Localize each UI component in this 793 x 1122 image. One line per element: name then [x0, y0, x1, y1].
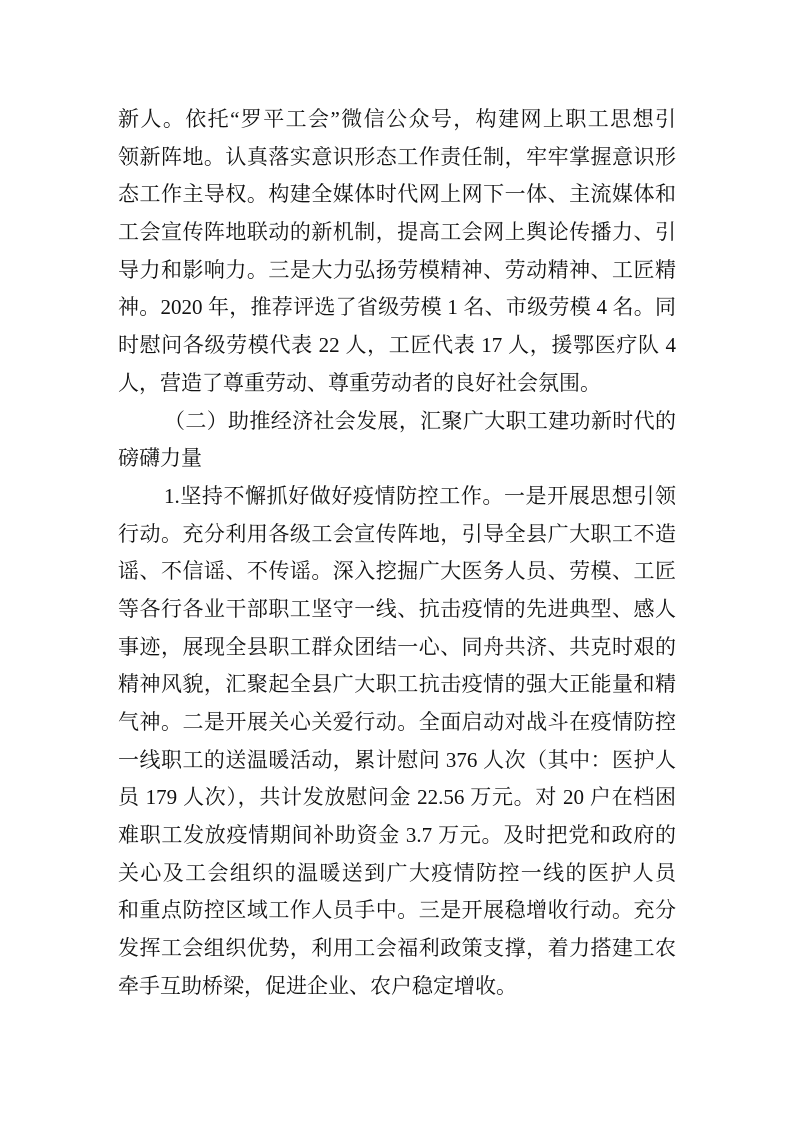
- text-line: 行动。充分利用各级工会宣传阵地，引导全县广大职工不造: [118, 521, 676, 546]
- text-line: 难职工发放疫情期间补助资金 3.7 万元。及时把党和政府的: [118, 823, 676, 848]
- text-line: 新人。依托“罗平工会”微信公众号，构建网上职工思想引: [118, 107, 676, 131]
- text-line: 牵手互助桥梁，促进企业、农户稳定增收。: [118, 973, 517, 998]
- text-line: 精神风貌，汇聚起全县广大职工抗击疫情的强大正能量和精: [118, 672, 676, 697]
- text-line: 等各行各业干部职工坚守一线、抗击疫情的先进典型、感人: [118, 596, 676, 621]
- body-paragraph: [118, 101, 676, 403]
- text-line: 态工作主导权。构建全媒体时代网上网下一体、主流媒体和: [118, 182, 676, 207]
- text-line: （二）助推经济社会发展，汇聚广大职工建功新时代的: [164, 408, 676, 433]
- text-line: 谣、不信谣、不传谣。深入挖掘广大医务人员、劳模、工匠: [118, 559, 676, 584]
- text-line: 员 179 人次），共计发放慰问金 22.56 万元。对 20 户在档困: [118, 785, 676, 810]
- text-line: 关心及工会组织的温暖送到广大疫情防控一线的医护人员: [118, 860, 676, 885]
- text-line: 事迹，展现全县职工群众团结一心、同舟共济、共克时艰的: [118, 634, 676, 659]
- body-paragraph: [118, 478, 676, 1006]
- text-line: 工会宣传阵地联动的新机制，提高工会网上舆论传播力、引: [118, 220, 676, 245]
- text-line: 人，营造了尊重劳动、尊重劳动者的良好社会氛围。: [118, 370, 601, 395]
- text-line: 时慰问各级劳模代表 22 人，工匠代表 17 人，援鄂医疗队 4: [118, 333, 676, 358]
- text-line: 磅礴力量: [118, 446, 202, 471]
- document-page: [118, 101, 676, 1006]
- text-line: 发挥工会组织优势，利用工会福利政策支撑，着力搭建工农: [118, 936, 676, 961]
- text-line: 导力和影响力。三是大力弘扬劳模精神、劳动精神、工匠精: [118, 257, 676, 282]
- text-line: 1.坚持不懈抓好做好疫情防控工作。一是开展思想引领: [164, 483, 676, 508]
- text-line: 一线职工的送温暖活动，累计慰问 376 人次（其中：医护人: [118, 747, 676, 772]
- text-line: 和重点防控区域工作人员手中。三是开展稳增收行动。充分: [118, 898, 676, 923]
- section-heading: [118, 403, 676, 478]
- text-line: 气神。二是开展关心关爱行动。全面启动对战斗在疫情防控: [118, 710, 676, 734]
- text-line: 神。2020 年，推荐评选了省级劳模 1 名、市级劳模 4 名。同: [118, 295, 676, 320]
- text-line: 领新阵地。认真落实意识形态工作责任制，牢牢掌握意识形: [118, 144, 676, 169]
